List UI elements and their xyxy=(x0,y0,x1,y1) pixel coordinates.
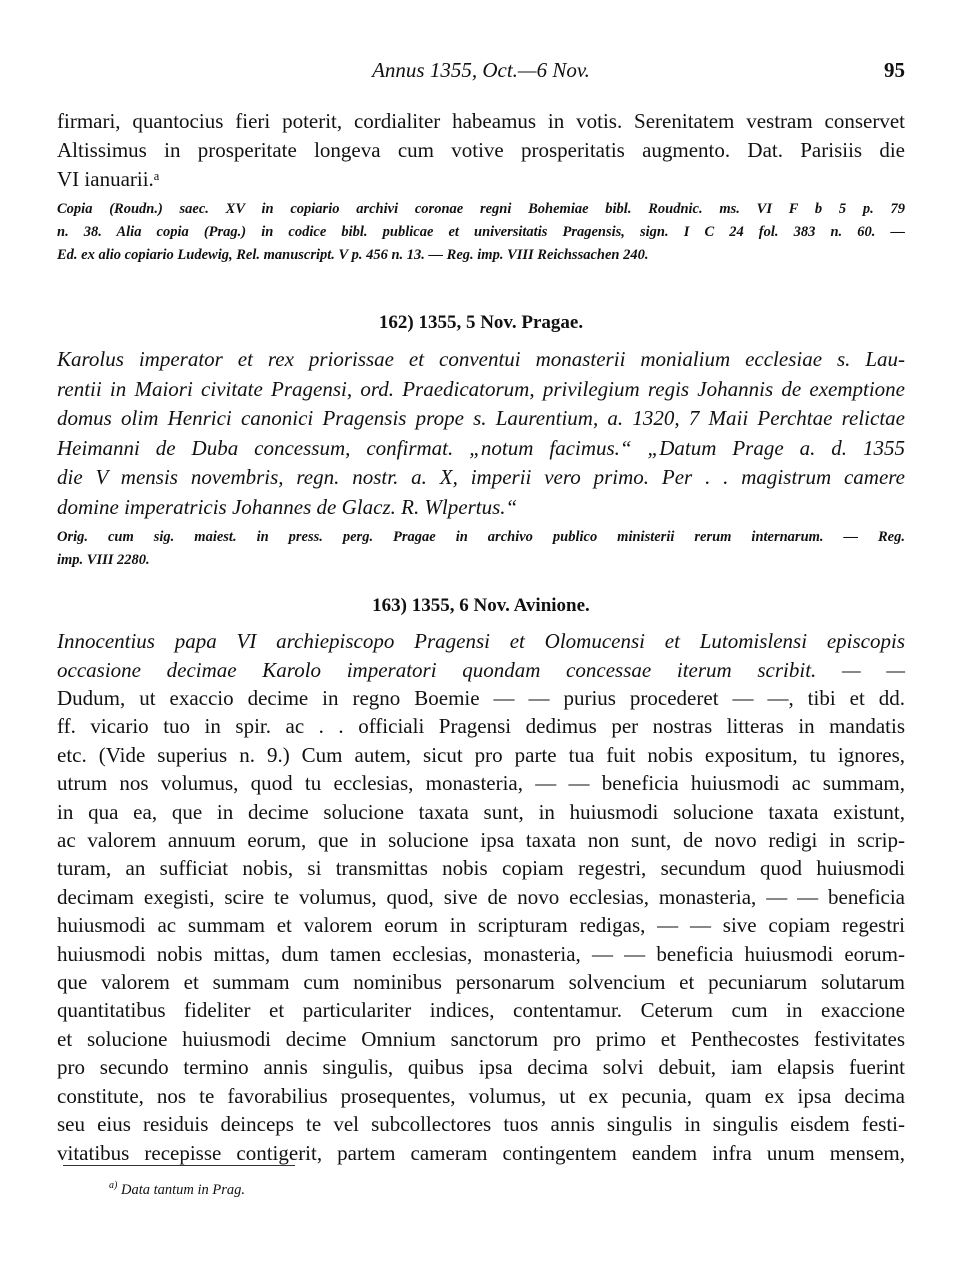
text-line: domine imperatricis Johannes de Glacz. R. Wlpertus.“ xyxy=(57,494,518,519)
footnote-text: Data tantum in Prag. xyxy=(120,1181,246,1198)
text-line: huiusmodi nobis mittas, dum tamen ecclesias, monasteria, — — beneficia huiusmodi eorum- xyxy=(57,941,905,966)
document-heading-163: 163) 1355, 6 Nov. Avinione. xyxy=(372,595,590,616)
regest-162 xyxy=(57,345,905,522)
text-line: et solucione huiusmodi decime Omnium sanctorum pro primo et Penthecostes festivitates xyxy=(57,1026,905,1051)
regest-163 xyxy=(57,627,905,685)
text-line: constitute, nos te favorabilius prosequentes, volumus, ut ex pecunia, quam ex ipsa decima xyxy=(57,1083,905,1108)
text-line: Dudum, ut exaccio decime in regno Boemie — — purius procederet — —, tibi et dd. xyxy=(57,686,905,710)
text-line: rentii in Maiori civitate Pragensi, ord. Praedicatorum, privilegium regis Johannis de exemptione xyxy=(57,376,905,401)
text-line: die V mensis novembris, regn. nostr. a. X, imperii vero primo. Per . . magistrum camere xyxy=(57,465,905,489)
text-line: domus olim Henrici canonici Pragensis prope s. Laurentium, a. 1320, 7 Maii Perchtae relictae xyxy=(57,406,905,430)
text-line: vitatibus recepisse contigerit, partem cameram contingentem eandem infra unum mensem, xyxy=(57,1140,905,1165)
text-line: firmari, quantocius fieri poterit, cordialiter habeamus in votis. Serenitatem vestram conservet xyxy=(57,109,905,133)
text-line: quantitatibus fideliter et particulariter indices, contentamur. Ceterum cum in exaccione xyxy=(57,998,905,1023)
source-note xyxy=(57,198,905,267)
letter-body-163 xyxy=(57,684,905,1167)
text-line: Karolus imperator et rex priorissae et conventui monasterii monialium ecclesiae s. Lau- xyxy=(57,347,905,371)
text-line: turam, an sufficiat nobis, si transmittas nobis copiam regestri, secundum quod huiusmodi xyxy=(57,856,905,881)
text-line: seu eius residuis deinceps te vel subcollectores tuos annis singulis in singulis eisdem festi- xyxy=(57,1112,905,1137)
text-line: Ed. ex alio copiario Ludewig, Rel. manuscript. V p. 456 n. 13. — Reg. imp. VIII Reichssachen 240. xyxy=(57,247,649,263)
text-line: decimam exegisti, scire te volumus, quod, sive de novo ecclesias, monasteria, — — beneficia xyxy=(57,884,905,909)
text-line: utrum nos volumus, quod tu ecclesias, monasteria, — — beneficia huiusmodi ac summam, xyxy=(57,771,905,796)
text-line: n. 38. Alia copia (Prag.) in codice bibl. publicae et universitatis Pragensis, sign. I C 24 fol. 383 n. 60. — xyxy=(57,224,905,240)
footnote-divider xyxy=(63,1165,295,1166)
page-header xyxy=(57,58,905,88)
footnote-marker: a) xyxy=(109,1180,118,1191)
document-heading-162: 162) 1355, 5 Nov. Pragae. xyxy=(378,312,584,333)
source-note-162 xyxy=(57,526,905,572)
text-line: pro secundo termino annis singulis, quibus ipsa decima solvi debuit, iam elapsis fuerint xyxy=(57,1055,905,1080)
text-line: Orig. cum sig. maiest. in press. perg. Pragae in archivo publico ministerii rerum internarum. — Reg. xyxy=(57,529,905,545)
text-line: imp. VIII 2280. xyxy=(57,552,150,568)
text-line: in qua ea, que in decime solucione taxata sunt, in huiusmodi solucione taxata existunt, xyxy=(57,799,905,824)
document-page xyxy=(57,0,905,1285)
text-line: que valorem et summam cum nominibus personarum solvencium et pecuniarum solutarum xyxy=(57,970,905,995)
text-line: Copia (Roudn.) saec. XV in copiario archivi coronae regni Bohemiae bibl. Roudnic. ms. VI F b 5 p. 79 xyxy=(57,201,905,217)
text-line: Heimanni de Duba concessum, confirmat. „notum facimus.“ „Datum Prage a. d. 1355 xyxy=(57,435,905,460)
text-line: VI ianuarii.ᵃ xyxy=(57,167,160,191)
page-number: 95 xyxy=(884,58,905,82)
text-line: ac valorem annuum eorum, que in solucione ipsa taxata non sunt, de novo redigi in scrip- xyxy=(57,828,905,853)
text-line: etc. (Vide superius n. 9.) Cum autem, sicut pro parte tua fuit nobis expositum, tu ignores, xyxy=(57,742,905,767)
text-line: Innocentius papa VI archiepiscopo Pragensi et Olomucensi et Lutomislensi episcopis xyxy=(57,629,905,653)
closing-paragraph xyxy=(57,107,905,194)
footnote xyxy=(109,1180,245,1199)
text-line: Altissimus in prosperitate longeva cum votive prosperitatis augmento. Dat. Parisiis die xyxy=(57,138,905,162)
text-line: huiusmodi ac summam et valorem eorum in scripturam redigas, — — sive copiam regestri xyxy=(57,913,905,938)
text-line: ff. vicario tuo in spir. ac . . officiali Pragensi dedimus per nostras litteras in mandatis xyxy=(57,714,905,739)
running-title: Annus 1355, Oct.—6 Nov. xyxy=(372,58,590,82)
text-line: occasione decimae Karolo imperatori quondam concessae iterum scribit. — — xyxy=(57,658,905,682)
